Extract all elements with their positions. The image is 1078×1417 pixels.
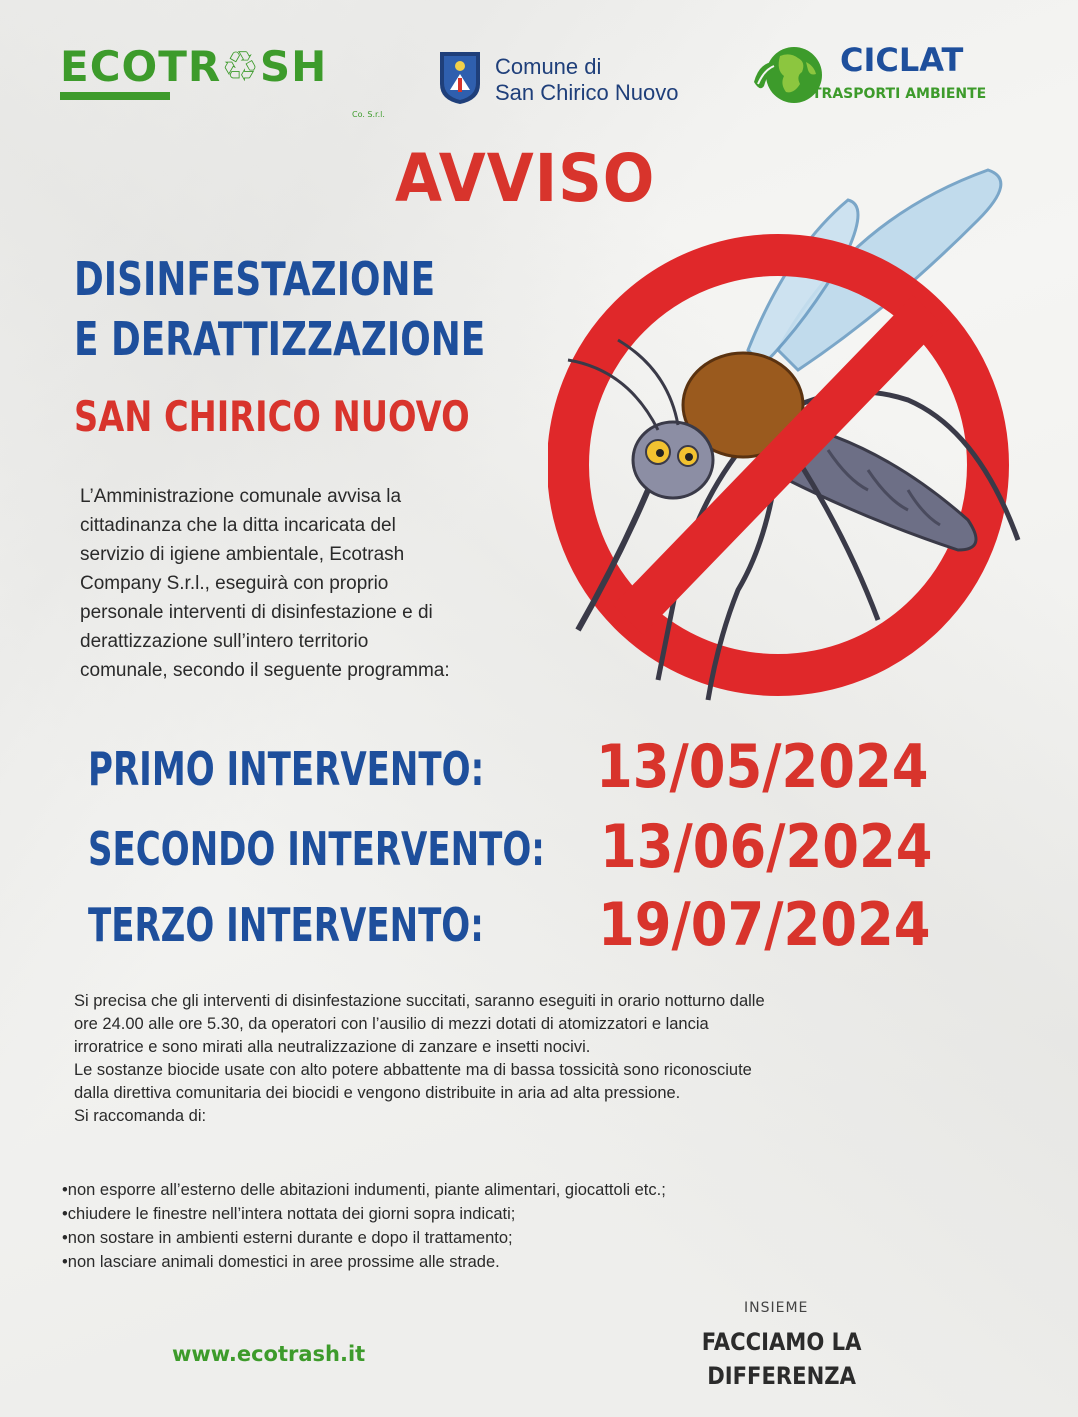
intro-line: personale interventi di disinfestazione e di bbox=[80, 602, 433, 623]
intervention-3-label: TERZO INTERVENTO: bbox=[88, 898, 484, 952]
recommendation-item: •non lasciare animali domestici in aree prossime alle strade. bbox=[62, 1253, 500, 1271]
intro-line: derattizzazione sull’intero territorio bbox=[80, 631, 369, 652]
intro-line: cittadinanza che la ditta incaricata del bbox=[80, 515, 396, 536]
details-line: Le sostanze biocide usate con alto potere abbattente ma di bassa tossicità sono riconosciute bbox=[74, 1061, 752, 1079]
intro-line: comunale, secondo il seguente programma: bbox=[80, 660, 450, 681]
ecotrash-logo bbox=[60, 42, 328, 91]
details-line: Si precisa che gli interventi di disinfestazione succitati, saranno eseguiti in orario notturno dalle bbox=[74, 992, 765, 1010]
recommendation-item: •chiudere le finestre nell’intera nottata dei giorni sopra indicati; bbox=[62, 1205, 516, 1223]
intervention-1-date: 13/05/2024 bbox=[596, 732, 929, 802]
intervention-1-label: PRIMO INTERVENTO: bbox=[88, 742, 485, 796]
comune-crest-icon bbox=[438, 50, 482, 106]
town-heading: SAN CHIRICO NUOVO bbox=[74, 392, 470, 441]
slogan-insieme: INSIEME bbox=[744, 1300, 809, 1316]
intro-paragraph bbox=[80, 482, 580, 685]
avviso-heading: AVVISO bbox=[395, 140, 656, 217]
intervention-2-date: 13/06/2024 bbox=[600, 812, 933, 882]
comune-line1: Comune di bbox=[495, 54, 602, 79]
ciclat-subtitle: TRASPORTI AMBIENTE bbox=[812, 86, 987, 102]
no-mosquito-icon bbox=[548, 160, 1048, 720]
recommendation-item: •non sostare in ambienti esterni durante e dopo il trattamento; bbox=[62, 1229, 513, 1247]
ciclat-name: CICLAT bbox=[840, 41, 964, 79]
intro-line: Company S.r.l., eseguirà con proprio bbox=[80, 573, 389, 594]
intro-line: servizio di igiene ambientale, Ecotrash bbox=[80, 544, 405, 565]
slogan-line1: FACCIAMO LA bbox=[701, 1328, 862, 1356]
details-line: irroratrice e sono mirati alla neutralizzazione di zanzare e insetti nocivi. bbox=[74, 1038, 591, 1056]
ecotrash-logo-trash: TR♲SH bbox=[158, 42, 328, 91]
details-line: Si raccomanda di: bbox=[74, 1107, 207, 1125]
ecotrash-logo-sub: Co. S.r.l. bbox=[352, 110, 385, 119]
details-line: dalla direttiva comunitaria dei biocidi e vengono distribuite in aria ad alta pressione. bbox=[74, 1084, 681, 1102]
ecotrash-logo-eco: ECO bbox=[60, 42, 159, 91]
website-link[interactable]: www.ecotrash.it bbox=[172, 1342, 366, 1366]
title-line-1: DISINFESTAZIONE bbox=[74, 252, 436, 306]
ecotrash-logo-bar bbox=[60, 92, 170, 100]
intro-line: L’Amministrazione comunale avvisa la bbox=[80, 486, 402, 507]
comune-line2: San Chirico Nuovo bbox=[495, 80, 679, 105]
slogan bbox=[698, 1325, 865, 1393]
slogan-line2: DIFFERENZA bbox=[707, 1362, 856, 1390]
recommendation-item: •non esporre all’esterno delle abitazioni indumenti, piante alimentari, giocattoli etc.; bbox=[62, 1181, 666, 1199]
details-paragraph bbox=[74, 990, 1014, 1128]
comune-name bbox=[495, 54, 678, 106]
recommendations-list bbox=[62, 1178, 942, 1274]
details-line: ore 24.00 alle ore 5.30, da operatori con l’ausilio di mezzi dotati di atomizzatori e lancia bbox=[74, 1015, 709, 1033]
title-line-2: E DERATTIZZAZIONE bbox=[74, 312, 486, 366]
intervention-3-date: 19/07/2024 bbox=[598, 890, 931, 960]
intervention-2-label: SECONDO INTERVENTO: bbox=[88, 822, 545, 876]
